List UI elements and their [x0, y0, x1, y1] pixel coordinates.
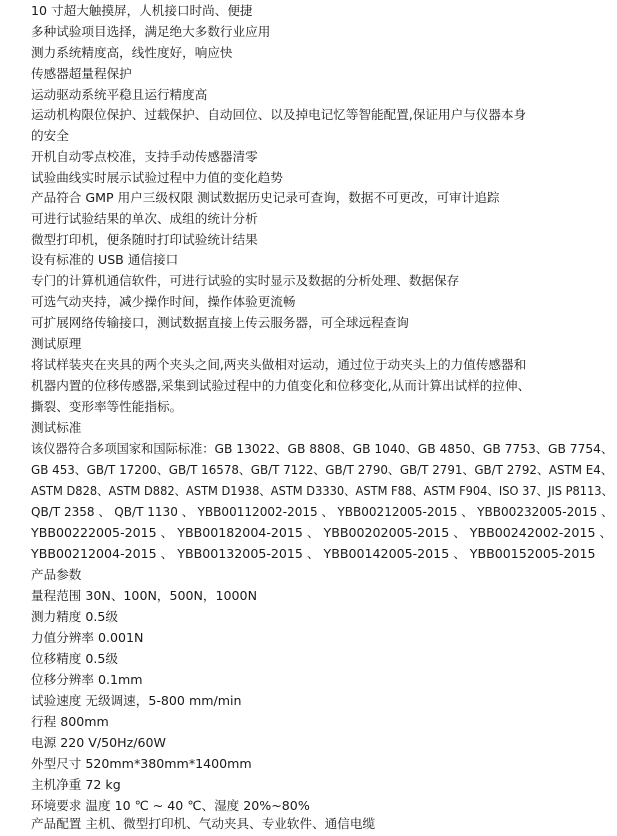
feature-line: 产品符合 GMP 用户三级权限 测试数据历史记录可查询，数据不可更改，可审计追踪	[31, 190, 500, 205]
feature-line: 试验曲线实时展示试验过程中力值的变化趋势	[31, 170, 283, 185]
feature-line: 运动驱动系统平稳且运行精度高	[31, 87, 208, 102]
feature-line: 微型打印机，便条随时打印试验统计结果	[31, 232, 258, 247]
section-heading-principle: 测试原理	[31, 336, 82, 351]
feature-line: 运动机构限位保护、过载保护、自动回位、以及掉电记忆等智能配置,保证用户与仪器本身	[31, 107, 527, 122]
parameter-row: 行程 800mm	[31, 714, 109, 729]
feature-line: 可选气动夹持，减少操作时间，操作体验更流畅	[31, 294, 296, 309]
feature-line: 传感器超量程保护	[31, 66, 132, 81]
feature-line: 的安全	[31, 128, 69, 143]
standards-line: YBB00222005-2015 、 YBB00182004-2015 、 YBB00202005-2015 、 YBB00242002-2015 、	[31, 525, 613, 540]
standards-line: ASTM D828、ASTM D882、ASTM D1938、ASTM D3330、ASTM F88、ASTM F904、ISO 37、JIS P8113、	[31, 483, 613, 498]
standards-line: 该仪器符合多项国家和国际标准：GB 13022、GB 8808、GB 1040、GB 4850、GB 7753、GB 7754、	[31, 441, 614, 456]
feature-line: 测力系统精度高，线性度好，响应快	[31, 45, 233, 60]
principle-line: 机器内置的位移传感器,采集到试验过程中的力值变化和位移变化,从而计算出试样的拉伸、	[31, 378, 531, 393]
parameter-row: 力值分辨率 0.001N	[31, 630, 144, 645]
feature-line: 可扩展网络传输接口，测试数据直接上传云服务器，可全球远程查询	[31, 315, 409, 330]
feature-line: 专门的计算机通信软件，可进行试验的实时显示及数据的分析处理、数据保存	[31, 273, 460, 288]
parameter-row: 量程范围 30N、100N，500N，1000N	[31, 588, 257, 603]
section-heading-parameters: 产品参数	[31, 567, 82, 582]
parameter-row: 位移分辨率 0.1mm	[31, 672, 143, 687]
parameter-row: 外型尺寸 520mm*380mm*1400mm	[31, 756, 252, 771]
parameter-row: 主机净重 72 kg	[31, 777, 121, 792]
parameter-row: 试验速度 无级调速，5-800 mm/min	[31, 693, 242, 708]
feature-line: 10 寸超大触摸屏，人机接口时尚、便捷	[31, 3, 253, 18]
principle-line: 撕裂、变形率等性能指标。	[31, 399, 183, 414]
feature-line: 可进行试验结果的单次、成组的统计分析	[31, 211, 258, 226]
feature-line: 设有标准的 USB 通信接口	[31, 252, 179, 267]
principle-line: 将试样装夹在夹具的两个夹头之间,两夹头做相对运动，通过位于动夹头上的力值传感器和	[31, 357, 527, 372]
parameter-row: 电源 220 V/50Hz/60W	[31, 735, 166, 750]
standards-line: GB 453、GB/T 17200、GB/T 16578、GB/T 7122、GB/T 2790、GB/T 2791、GB/T 2792、ASTM E4、	[31, 462, 613, 477]
parameter-row: 测力精度 0.5级	[31, 609, 119, 624]
configuration-line: 产品配置 主机、微型打印机、气动夹具、专业软件、通信电缆	[31, 816, 376, 831]
feature-line: 开机自动零点校准，支持手动传感器清零	[31, 149, 258, 164]
section-heading-standards: 测试标准	[31, 420, 82, 435]
standards-line: YBB00212004-2015 、 YBB00132005-2015 、 YBB00142005-2015 、 YBB00152005-2015	[31, 546, 596, 561]
parameter-row: 环境要求 温度 10 ℃ ~ 40 ℃、湿度 20%~80%	[31, 798, 310, 813]
standards-line: QB/T 2358 、 QB/T 1130 、 YBB00112002-2015 、 YBB00212005-2015 、 YBB00232005-2015 、	[31, 504, 614, 519]
parameter-row: 位移精度 0.5级	[31, 651, 119, 666]
feature-line: 多种试验项目选择，满足绝大多数行业应用	[31, 24, 271, 39]
